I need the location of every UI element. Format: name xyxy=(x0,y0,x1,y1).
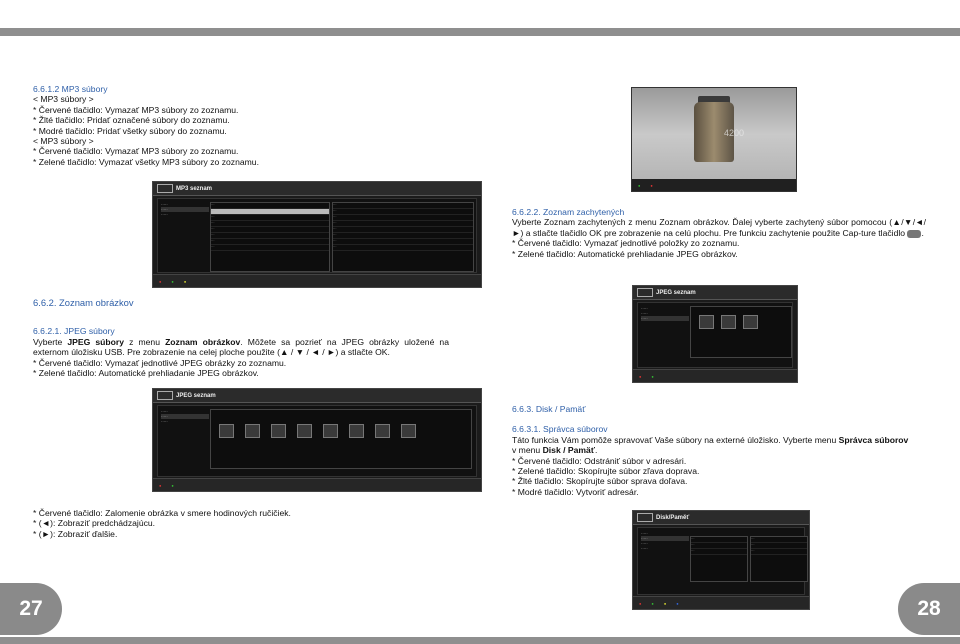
thumbnail xyxy=(349,424,364,438)
thumb-pane xyxy=(690,306,792,358)
captured-line: * Zelené tlačidlo: Automatické prehliadanie JPEG obrázkov. xyxy=(512,248,738,259)
disk-manager-screenshot: Disk/Paměť ····· ····· ····· ····· ··· ··· ··· ··· ··· ··· ● ● ● ● xyxy=(632,510,810,610)
thumbnail xyxy=(401,424,416,438)
screen-title: MP3 seznam xyxy=(176,185,213,192)
screen-sidebar: ····· ····· ····· ····· xyxy=(641,531,689,551)
disk-section xyxy=(512,404,930,497)
disk-line: * Červené tlačidlo: Odstrániť súbor v adresári. xyxy=(512,455,687,466)
right-file-pane: ··· ··· ··· xyxy=(750,536,808,582)
jpeg-list-screenshot: JPEG seznam ····· ····· ····· ● ● xyxy=(152,388,482,492)
disk-icon xyxy=(637,513,653,522)
bottom-bar xyxy=(0,637,960,644)
jpeg-line: * Zelené tlačidlo: Automatické prehliadanie JPEG obrázkov. xyxy=(33,368,259,379)
captured-line: * Červené tlačidlo: Vymazať jednotlivé položky zo zoznamu. xyxy=(512,238,740,249)
jpeg-paragraph: Vyberte JPEG súbory z menu Zoznam obrázkov. Môžete sa pozrieť na JPEG obrázky uložené na externom úložisku USB. Pre zobrazenie na celej ploche použite (▲ / ▼ / ◄ / ►) a stlačte OK. xyxy=(33,336,449,358)
thumbnail xyxy=(743,315,758,329)
page-number-left: 27 xyxy=(0,583,62,635)
rotate-line: * (◄): Zobraziť predchádzajúcu. xyxy=(33,518,156,529)
jpeg-list-screenshot-small: JPEG seznam ····· ····· ····· ● ● xyxy=(632,285,798,383)
screen-sidebar: ····· ····· ····· xyxy=(161,202,209,217)
screen-title: JPEG seznam xyxy=(176,392,216,399)
playlist-pane: ··· ··· ··· ··· ··· ··· ··· ··· xyxy=(332,202,474,272)
thumbnail xyxy=(219,424,234,438)
thumbnail xyxy=(297,424,312,438)
mp3-section xyxy=(33,84,259,167)
mp3-line: * Žlté tlačidlo: Pridať označené súbory do zoznamu. xyxy=(33,115,230,126)
top-bar xyxy=(0,28,960,36)
mp3-line: * Zelené tlačidlo: Vymazať všetky MP3 súbory zo zoznamu. xyxy=(33,156,259,167)
thumbnail xyxy=(323,424,338,438)
capture-button-icon xyxy=(907,230,921,238)
disk-line: * Zelené tlačidlo: Skopírujte súbor zľava doprava. xyxy=(512,466,700,477)
thumbnail xyxy=(699,315,714,329)
captured-heading: 6.6.2.2. Zoznam zachytených xyxy=(512,207,625,217)
image-icon xyxy=(157,391,173,400)
images-section xyxy=(33,298,449,378)
rotate-section xyxy=(33,508,291,539)
image-icon xyxy=(637,288,653,297)
screen-sidebar: ····· ····· ····· xyxy=(641,306,689,321)
thumbnail xyxy=(721,315,736,329)
file-pane: ··· ··· ··· ··· ··· ··· ··· ··· xyxy=(210,202,330,272)
disk-heading: 6.6.3. Disk / Pamäť xyxy=(512,404,586,414)
rotate-line: * Červené tlačidlo: Zalomenie obrázka v smere hodinových ručičiek. xyxy=(33,508,291,518)
captured-photo-screenshot: 4200 ● ● xyxy=(631,87,797,192)
screen-title: JPEG seznam xyxy=(656,289,696,296)
thumbnail xyxy=(271,424,286,438)
disk-paragraph-2: v menu Disk / Pamäť. xyxy=(512,445,598,456)
images-heading: 6.6.2. Zoznam obrázkov xyxy=(33,297,134,308)
screen-title: Disk/Paměť xyxy=(656,514,690,521)
mp3-line: < MP3 súbory > xyxy=(33,136,94,147)
captured-paragraph: Vyberte Zoznam zachytených z menu Zoznam obrázkov. Ďalej vyberte zachytený súbor pomocou (▲/▼/◄/►) a stlačte tlačidlo OK pre zobrazenie na celú plochu. Pre funkciu zachytenie použite Cap-ture tlačidlo xyxy=(512,217,926,238)
thumb-pane xyxy=(210,409,472,469)
thumbnail xyxy=(245,424,260,438)
mp3-list-screenshot: MP3 seznam ····· ····· ····· ··· ··· ··· ··· ··· ··· ··· ··· ··· ··· ··· ··· ··· ··· ··· ··· ● ● ● xyxy=(152,181,482,288)
mp3-heading: 6.6.1.2 MP3 súbory xyxy=(33,84,108,94)
thumbnail xyxy=(375,424,390,438)
file-manager-heading: 6.6.3.1. Správca súborov xyxy=(512,424,608,435)
page-number-right: 28 xyxy=(898,583,960,635)
rotate-line: * (►): Zobraziť ďalšie. xyxy=(33,528,118,539)
mp3-line: * Červené tlačidlo: Vymazať MP3 súbory zo zoznamu. xyxy=(33,104,239,115)
mp3-line: * Červené tlačidlo: Vymazať MP3 súbory zo zoznamu. xyxy=(33,146,239,157)
disk-line: * Žlté tlačidlo: Skopírujte súbor sprava doľava. xyxy=(512,476,688,487)
music-icon xyxy=(157,184,173,193)
left-file-pane: ··· ··· ··· xyxy=(690,536,748,582)
jpeg-sub-heading: 6.6.2.1. JPEG súbory xyxy=(33,326,115,337)
captured-section: 6.6.2.2. Zoznam zachytených Vyberte Zoznam zachytených z menu Zoznam obrázkov. Ďalej vyberte zachytený súbor pomocou (▲/▼/◄/►) a stlačte tlačidlo OK pre zobrazenie na celú plochu. Pre funkciu zachytenie použite Cap-ture tlačidlo . * Červené tlačidlo: Vymazať jednotlivé položky zo zoznamu. * Zelené tlačidlo: Automatické prehliadanie JPEG obrázkov. xyxy=(512,207,926,259)
disk-paragraph-1: Táto funkcia Vám pomôže spravovať Vaše súbory na externé úložisko. Vyberte menu Správca súborov xyxy=(512,434,909,445)
jpeg-line: * Červené tlačidlo: Vymazať jednotlivé JPEG obrázky zo zoznamu. xyxy=(33,357,287,368)
photo-counter: 4200 xyxy=(724,128,745,138)
mp3-line: < MP3 súbory > xyxy=(33,94,94,105)
mp3-line: * Modré tlačidlo: Pridať všetky súbory do zoznamu. xyxy=(33,125,227,136)
disk-line: * Modré tlačidlo: Vytvoriť adresár. xyxy=(512,486,639,497)
screen-sidebar: ····· ····· ····· xyxy=(161,409,209,424)
